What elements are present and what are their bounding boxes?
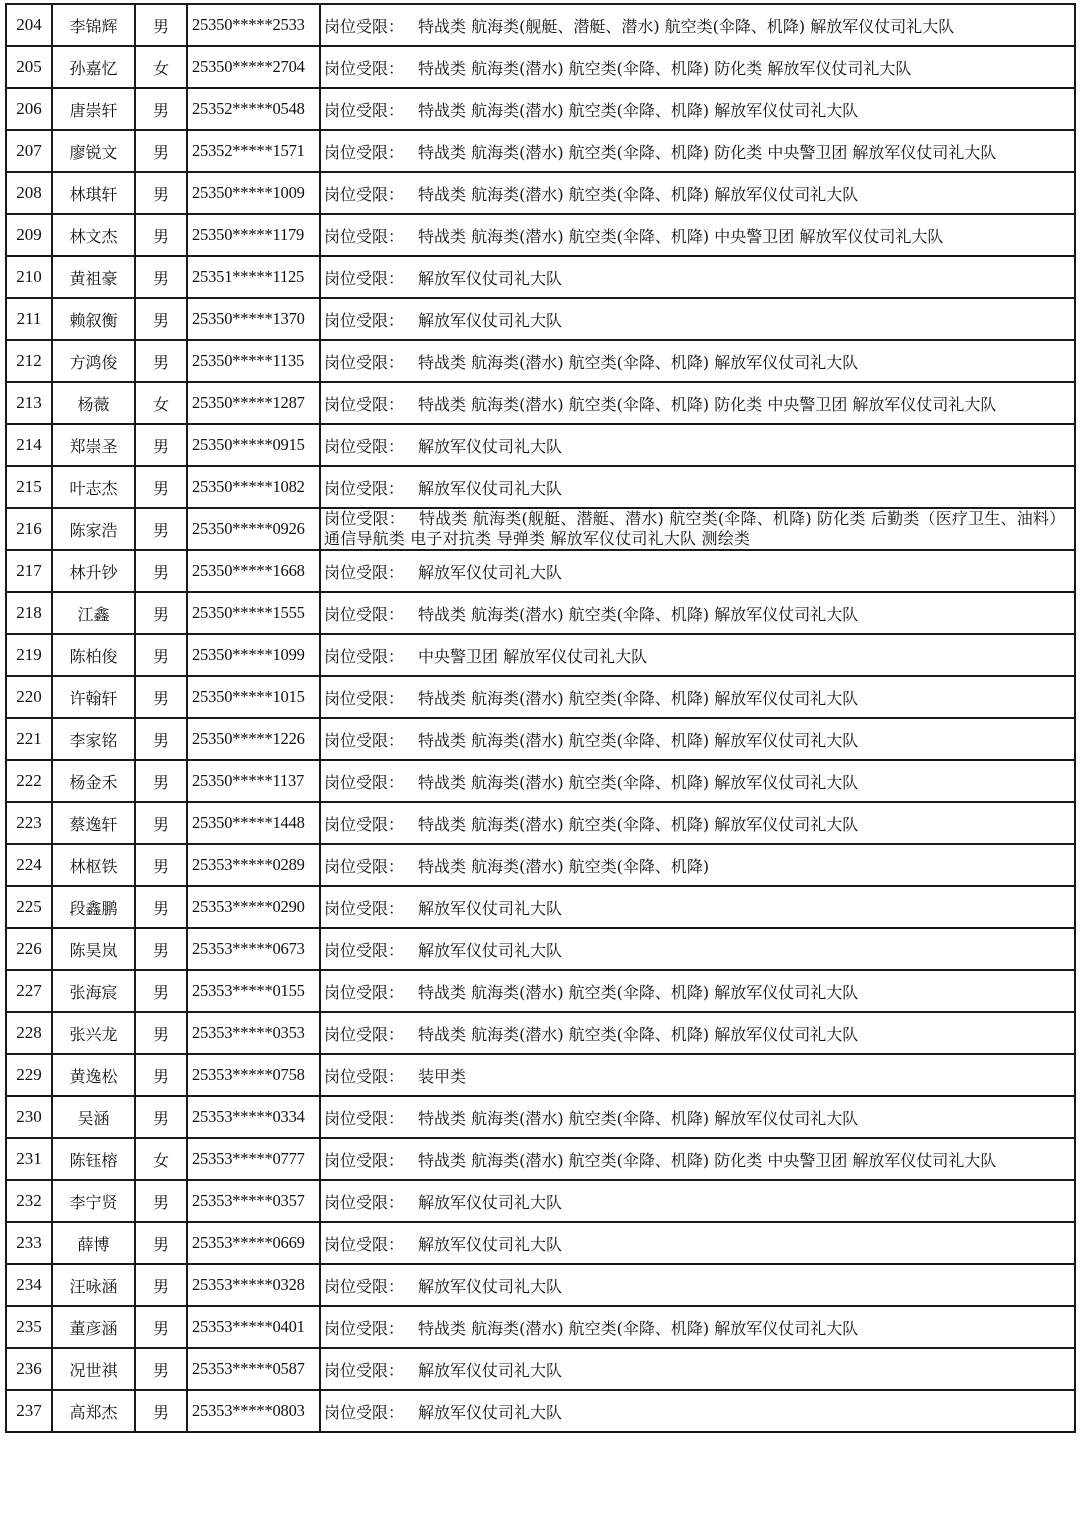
- restriction-detail: 特战类 航海类(潜水) 航空类(伞降、机降) 解放军仪仗司礼大队: [418, 730, 859, 750]
- row-number: 228: [6, 1012, 52, 1054]
- row-number: 221: [6, 718, 52, 760]
- document-page: [5, 3, 1076, 1433]
- gender: 女: [135, 1138, 187, 1180]
- person-name: 李家铭: [52, 718, 135, 760]
- person-name: 陈钰榕: [52, 1138, 135, 1180]
- restriction-note: [320, 1222, 1075, 1264]
- row-number: 205: [6, 46, 52, 88]
- restriction-note: [320, 508, 1075, 550]
- restriction-note: [320, 466, 1075, 508]
- gender: 男: [135, 298, 187, 340]
- gender: 男: [135, 592, 187, 634]
- restriction-detail: 解放军仪仗司礼大队: [418, 940, 563, 960]
- table-row: [6, 802, 1075, 844]
- id-number: 25353*****0673: [187, 928, 320, 970]
- id-number: 25353*****0401: [187, 1306, 320, 1348]
- id-number: 25353*****0289: [187, 844, 320, 886]
- row-number: 216: [6, 508, 52, 550]
- restriction-detail: 特战类 航海类(潜水) 航空类(伞降、机降) 解放军仪仗司礼大队: [418, 814, 859, 834]
- row-number: 224: [6, 844, 52, 886]
- gender: 男: [135, 1222, 187, 1264]
- gender: 男: [135, 172, 187, 214]
- restriction-label: 岗位受限：: [324, 184, 405, 204]
- restriction-note: [320, 970, 1075, 1012]
- row-number: 212: [6, 340, 52, 382]
- restriction-label: 岗位受限：: [324, 898, 405, 918]
- row-number: 231: [6, 1138, 52, 1180]
- restriction-detail: 特战类 航海类(潜水) 航空类(伞降、机降) 解放军仪仗司礼大队: [418, 1024, 859, 1044]
- table-row: [6, 1138, 1075, 1180]
- restriction-note: [320, 340, 1075, 382]
- table-row: [6, 424, 1075, 466]
- restriction-note: [320, 928, 1075, 970]
- gender: 男: [135, 1348, 187, 1390]
- person-name: 林升钞: [52, 550, 135, 592]
- restriction-label: 岗位受限：: [324, 268, 405, 288]
- gender: 男: [135, 1180, 187, 1222]
- restriction-detail: 解放军仪仗司礼大队: [418, 436, 563, 456]
- gender: 女: [135, 46, 187, 88]
- restriction-detail: 特战类 航海类(潜水) 航空类(伞降、机降) 解放军仪仗司礼大队: [418, 184, 859, 204]
- table-row: [6, 718, 1075, 760]
- restriction-note: [320, 424, 1075, 466]
- id-number: 25350*****1226: [187, 718, 320, 760]
- restriction-note: [320, 1306, 1075, 1348]
- person-name: 李宁贤: [52, 1180, 135, 1222]
- id-number: 25350*****2704: [187, 46, 320, 88]
- table-row: [6, 1180, 1075, 1222]
- id-number: 25350*****1370: [187, 298, 320, 340]
- gender: 男: [135, 802, 187, 844]
- person-name: 廖锐文: [52, 130, 135, 172]
- id-number: 25353*****0803: [187, 1390, 320, 1432]
- table-row: [6, 130, 1075, 172]
- table-row: [6, 634, 1075, 676]
- id-number: 25350*****1099: [187, 634, 320, 676]
- restriction-detail: 解放军仪仗司礼大队: [418, 1192, 563, 1212]
- restriction-detail: 解放军仪仗司礼大队: [418, 1276, 563, 1296]
- id-number: 25352*****1571: [187, 130, 320, 172]
- restriction-detail: 解放军仪仗司礼大队: [418, 268, 563, 288]
- restriction-note: [320, 550, 1075, 592]
- gender: 男: [135, 886, 187, 928]
- restriction-label: 岗位受限：: [324, 394, 405, 414]
- restriction-label: 岗位受限：: [324, 772, 405, 792]
- row-number: 206: [6, 88, 52, 130]
- person-name: 陈家浩: [52, 508, 135, 550]
- id-number: 25353*****0353: [187, 1012, 320, 1054]
- table-row: [6, 508, 1075, 550]
- id-number: 25350*****1009: [187, 172, 320, 214]
- restriction-detail: 特战类 航海类(舰艇、潜艇、潜水) 航空类(伞降、机降) 防化类 后勤类（医疗卫生、油料） 通信导航类 电子对抗类 导弹类 解放军仪仗司礼大队 测绘类: [324, 509, 1066, 548]
- restriction-note: [320, 592, 1075, 634]
- table-row: [6, 172, 1075, 214]
- person-name: 陈柏俊: [52, 634, 135, 676]
- id-number: 25350*****1448: [187, 802, 320, 844]
- restriction-detail: 解放军仪仗司礼大队: [418, 898, 563, 918]
- row-number: 229: [6, 1054, 52, 1096]
- person-name: 林文杰: [52, 214, 135, 256]
- restriction-label: 岗位受限：: [324, 1192, 405, 1212]
- id-number: 25350*****1287: [187, 382, 320, 424]
- restriction-label: 岗位受限：: [324, 1108, 405, 1128]
- restriction-note: [320, 634, 1075, 676]
- person-name: 许翰轩: [52, 676, 135, 718]
- person-name: 叶志杰: [52, 466, 135, 508]
- row-number: 213: [6, 382, 52, 424]
- table-row: [6, 592, 1075, 634]
- restriction-detail: 特战类 航海类(潜水) 航空类(伞降、机降) 解放军仪仗司礼大队: [418, 1318, 859, 1338]
- restriction-note: [320, 802, 1075, 844]
- person-name: 唐崇轩: [52, 88, 135, 130]
- restriction-detail: 特战类 航海类(潜水) 航空类(伞降、机降) 解放军仪仗司礼大队: [418, 688, 859, 708]
- table-row: [6, 1306, 1075, 1348]
- restriction-note: [320, 844, 1075, 886]
- restriction-detail: 特战类 航海类(潜水) 航空类(伞降、机降) 解放军仪仗司礼大队: [418, 982, 859, 1002]
- restriction-label: 岗位受限：: [324, 352, 405, 372]
- person-name: 董彦涵: [52, 1306, 135, 1348]
- gender: 男: [135, 718, 187, 760]
- row-number: 209: [6, 214, 52, 256]
- restriction-label: 岗位受限：: [324, 1150, 405, 1170]
- person-name: 江鑫: [52, 592, 135, 634]
- row-number: 226: [6, 928, 52, 970]
- row-number: 234: [6, 1264, 52, 1306]
- restriction-note: [320, 382, 1075, 424]
- gender: 男: [135, 340, 187, 382]
- restriction-label: 岗位受限：: [324, 100, 405, 120]
- id-number: 25353*****0587: [187, 1348, 320, 1390]
- gender: 男: [135, 760, 187, 802]
- table-row: [6, 928, 1075, 970]
- row-number: 218: [6, 592, 52, 634]
- id-number: 25350*****1137: [187, 760, 320, 802]
- id-number: 25352*****0548: [187, 88, 320, 130]
- person-name: 况世祺: [52, 1348, 135, 1390]
- row-number: 215: [6, 466, 52, 508]
- id-number: 25353*****0155: [187, 970, 320, 1012]
- restriction-note: [320, 256, 1075, 298]
- gender: 男: [135, 1012, 187, 1054]
- restriction-detail: 中央警卫团 解放军仪仗司礼大队: [418, 646, 648, 666]
- table-row: [6, 886, 1075, 928]
- gender: 男: [135, 88, 187, 130]
- restriction-label: 岗位受限：: [324, 16, 405, 36]
- person-name: 赖叙衡: [52, 298, 135, 340]
- row-number: 204: [6, 4, 52, 46]
- gender: 男: [135, 466, 187, 508]
- row-number: 232: [6, 1180, 52, 1222]
- row-number: 217: [6, 550, 52, 592]
- restriction-detail: 解放军仪仗司礼大队: [418, 1360, 563, 1380]
- id-number: 25350*****0926: [187, 508, 320, 550]
- restriction-detail: 解放军仪仗司礼大队: [418, 1234, 563, 1254]
- restriction-note: [320, 88, 1075, 130]
- table-row: [6, 760, 1075, 802]
- restriction-detail: 解放军仪仗司礼大队: [418, 310, 563, 330]
- restriction-table: [5, 3, 1076, 1433]
- person-name: 陈昊岚: [52, 928, 135, 970]
- restriction-label: 岗位受限：: [324, 982, 405, 1002]
- restriction-label: 岗位受限：: [324, 730, 405, 750]
- row-number: 211: [6, 298, 52, 340]
- row-number: 227: [6, 970, 52, 1012]
- restriction-label: 岗位受限：: [324, 562, 405, 582]
- restriction-note: [320, 760, 1075, 802]
- restriction-label: 岗位受限：: [324, 509, 406, 528]
- table-row: [6, 88, 1075, 130]
- table-row: [6, 466, 1075, 508]
- person-name: 汪咏涵: [52, 1264, 135, 1306]
- restriction-label: 岗位受限：: [324, 1234, 405, 1254]
- restriction-note: [320, 1096, 1075, 1138]
- restriction-label: 岗位受限：: [324, 142, 405, 162]
- row-number: 222: [6, 760, 52, 802]
- restriction-note: [320, 214, 1075, 256]
- table-row: [6, 4, 1075, 46]
- restriction-note: [320, 886, 1075, 928]
- row-number: 210: [6, 256, 52, 298]
- table-row: [6, 1264, 1075, 1306]
- row-number: 235: [6, 1306, 52, 1348]
- gender: 男: [135, 1054, 187, 1096]
- id-number: 25350*****0915: [187, 424, 320, 466]
- restriction-detail: 解放军仪仗司礼大队: [418, 1402, 563, 1422]
- person-name: 林琪轩: [52, 172, 135, 214]
- gender: 男: [135, 634, 187, 676]
- id-number: 25350*****1179: [187, 214, 320, 256]
- restriction-label: 岗位受限：: [324, 1360, 405, 1380]
- restriction-note: [320, 4, 1075, 46]
- gender: 男: [135, 4, 187, 46]
- gender: 男: [135, 1306, 187, 1348]
- id-number: 25353*****0334: [187, 1096, 320, 1138]
- restriction-note: [320, 1012, 1075, 1054]
- restriction-label: 岗位受限：: [324, 1276, 405, 1296]
- row-number: 219: [6, 634, 52, 676]
- restriction-note: [320, 676, 1075, 718]
- gender: 男: [135, 1096, 187, 1138]
- gender: 男: [135, 970, 187, 1012]
- restriction-note: [320, 130, 1075, 172]
- restriction-label: 岗位受限：: [324, 604, 405, 624]
- restriction-detail: 特战类 航海类(潜水) 航空类(伞降、机降) 解放军仪仗司礼大队: [418, 772, 859, 792]
- table-row: [6, 970, 1075, 1012]
- row-number: 233: [6, 1222, 52, 1264]
- gender: 男: [135, 130, 187, 172]
- id-number: 25350*****2533: [187, 4, 320, 46]
- row-number: 225: [6, 886, 52, 928]
- id-number: 25353*****0290: [187, 886, 320, 928]
- restriction-note: [320, 1348, 1075, 1390]
- table-body: [6, 4, 1075, 1432]
- id-number: 25353*****0328: [187, 1264, 320, 1306]
- table-row: [6, 1054, 1075, 1096]
- restriction-label: 岗位受限：: [324, 226, 405, 246]
- restriction-note: [320, 1138, 1075, 1180]
- restriction-detail: 特战类 航海类(潜水) 航空类(伞降、机降) 解放军仪仗司礼大队: [418, 1108, 859, 1128]
- restriction-detail: 特战类 航海类(潜水) 航空类(伞降、机降) 中央警卫团 解放军仪仗司礼大队: [418, 226, 944, 246]
- id-number: 25351*****1125: [187, 256, 320, 298]
- id-number: 25350*****1555: [187, 592, 320, 634]
- restriction-detail: 装甲类: [418, 1066, 467, 1086]
- gender: 男: [135, 1264, 187, 1306]
- table-row: [6, 1012, 1075, 1054]
- gender: 男: [135, 508, 187, 550]
- table-row: [6, 1348, 1075, 1390]
- gender: 男: [135, 256, 187, 298]
- restriction-note: [320, 718, 1075, 760]
- table-row: [6, 844, 1075, 886]
- restriction-detail: 特战类 航海类(潜水) 航空类(伞降、机降): [418, 856, 710, 876]
- restriction-note: [320, 172, 1075, 214]
- restriction-detail: 特战类 航海类(舰艇、潜艇、潜水) 航空类(伞降、机降) 解放军仪仗司礼大队: [418, 16, 955, 36]
- row-number: 220: [6, 676, 52, 718]
- gender: 男: [135, 844, 187, 886]
- table-row: [6, 382, 1075, 424]
- table-row: [6, 46, 1075, 88]
- table-row: [6, 1222, 1075, 1264]
- restriction-label: 岗位受限：: [324, 58, 405, 78]
- id-number: 25350*****1015: [187, 676, 320, 718]
- table-row: [6, 1390, 1075, 1432]
- gender: 男: [135, 928, 187, 970]
- row-number: 237: [6, 1390, 52, 1432]
- restriction-detail: 解放军仪仗司礼大队: [418, 478, 563, 498]
- gender: 男: [135, 550, 187, 592]
- restriction-label: 岗位受限：: [324, 310, 405, 330]
- gender: 男: [135, 214, 187, 256]
- person-name: 郑崇圣: [52, 424, 135, 466]
- table-row: [6, 214, 1075, 256]
- id-number: 25350*****1668: [187, 550, 320, 592]
- row-number: 207: [6, 130, 52, 172]
- restriction-label: 岗位受限：: [324, 1024, 405, 1044]
- table-row: [6, 1096, 1075, 1138]
- row-number: 208: [6, 172, 52, 214]
- restriction-detail: 特战类 航海类(潜水) 航空类(伞降、机降) 防化类 中央警卫团 解放军仪仗司礼大队: [418, 1150, 997, 1170]
- person-name: 张兴龙: [52, 1012, 135, 1054]
- row-number: 236: [6, 1348, 52, 1390]
- id-number: 25353*****0669: [187, 1222, 320, 1264]
- person-name: 吴涵: [52, 1096, 135, 1138]
- restriction-label: 岗位受限：: [324, 1402, 405, 1422]
- person-name: 黄祖豪: [52, 256, 135, 298]
- person-name: 林枢铁: [52, 844, 135, 886]
- person-name: 方鸿俊: [52, 340, 135, 382]
- row-number: 230: [6, 1096, 52, 1138]
- restriction-label: 岗位受限：: [324, 1066, 405, 1086]
- person-name: 段鑫鹏: [52, 886, 135, 928]
- restriction-detail: 解放军仪仗司礼大队: [418, 562, 563, 582]
- gender: 男: [135, 1390, 187, 1432]
- id-number: 25350*****1135: [187, 340, 320, 382]
- table-row: [6, 298, 1075, 340]
- restriction-label: 岗位受限：: [324, 646, 405, 666]
- person-name: 张海宸: [52, 970, 135, 1012]
- person-name: 杨金禾: [52, 760, 135, 802]
- person-name: 黄逸松: [52, 1054, 135, 1096]
- row-number: 214: [6, 424, 52, 466]
- id-number: 25350*****1082: [187, 466, 320, 508]
- restriction-label: 岗位受限：: [324, 940, 405, 960]
- restriction-detail: 特战类 航海类(潜水) 航空类(伞降、机降) 解放军仪仗司礼大队: [418, 352, 859, 372]
- row-number: 223: [6, 802, 52, 844]
- id-number: 25353*****0758: [187, 1054, 320, 1096]
- restriction-label: 岗位受限：: [324, 856, 405, 876]
- restriction-detail: 特战类 航海类(潜水) 航空类(伞降、机降) 防化类 中央警卫团 解放军仪仗司礼大队: [418, 142, 997, 162]
- id-number: 25353*****0777: [187, 1138, 320, 1180]
- restriction-label: 岗位受限：: [324, 688, 405, 708]
- restriction-note: [320, 1180, 1075, 1222]
- restriction-label: 岗位受限：: [324, 436, 405, 456]
- restriction-detail: 特战类 航海类(潜水) 航空类(伞降、机降) 防化类 解放军仪仗司礼大队: [418, 58, 912, 78]
- table-row: [6, 676, 1075, 718]
- restriction-detail: 特战类 航海类(潜水) 航空类(伞降、机降) 防化类 中央警卫团 解放军仪仗司礼大队: [418, 394, 997, 414]
- restriction-note: [320, 298, 1075, 340]
- restriction-detail: 特战类 航海类(潜水) 航空类(伞降、机降) 解放军仪仗司礼大队: [418, 100, 859, 120]
- restriction-label: 岗位受限：: [324, 814, 405, 834]
- person-name: 高郑杰: [52, 1390, 135, 1432]
- restriction-note: [320, 1390, 1075, 1432]
- gender: 女: [135, 382, 187, 424]
- table-row: [6, 256, 1075, 298]
- restriction-note: [320, 1264, 1075, 1306]
- person-name: 蔡逸轩: [52, 802, 135, 844]
- table-row: [6, 550, 1075, 592]
- person-name: 李锦辉: [52, 4, 135, 46]
- restriction-label: 岗位受限：: [324, 478, 405, 498]
- person-name: 孙嘉忆: [52, 46, 135, 88]
- restriction-note: [320, 1054, 1075, 1096]
- restriction-detail: 特战类 航海类(潜水) 航空类(伞降、机降) 解放军仪仗司礼大队: [418, 604, 859, 624]
- person-name: 杨薇: [52, 382, 135, 424]
- restriction-label: 岗位受限：: [324, 1318, 405, 1338]
- table-row: [6, 340, 1075, 382]
- id-number: 25353*****0357: [187, 1180, 320, 1222]
- person-name: 薛博: [52, 1222, 135, 1264]
- gender: 男: [135, 676, 187, 718]
- restriction-note: [320, 46, 1075, 88]
- gender: 男: [135, 424, 187, 466]
